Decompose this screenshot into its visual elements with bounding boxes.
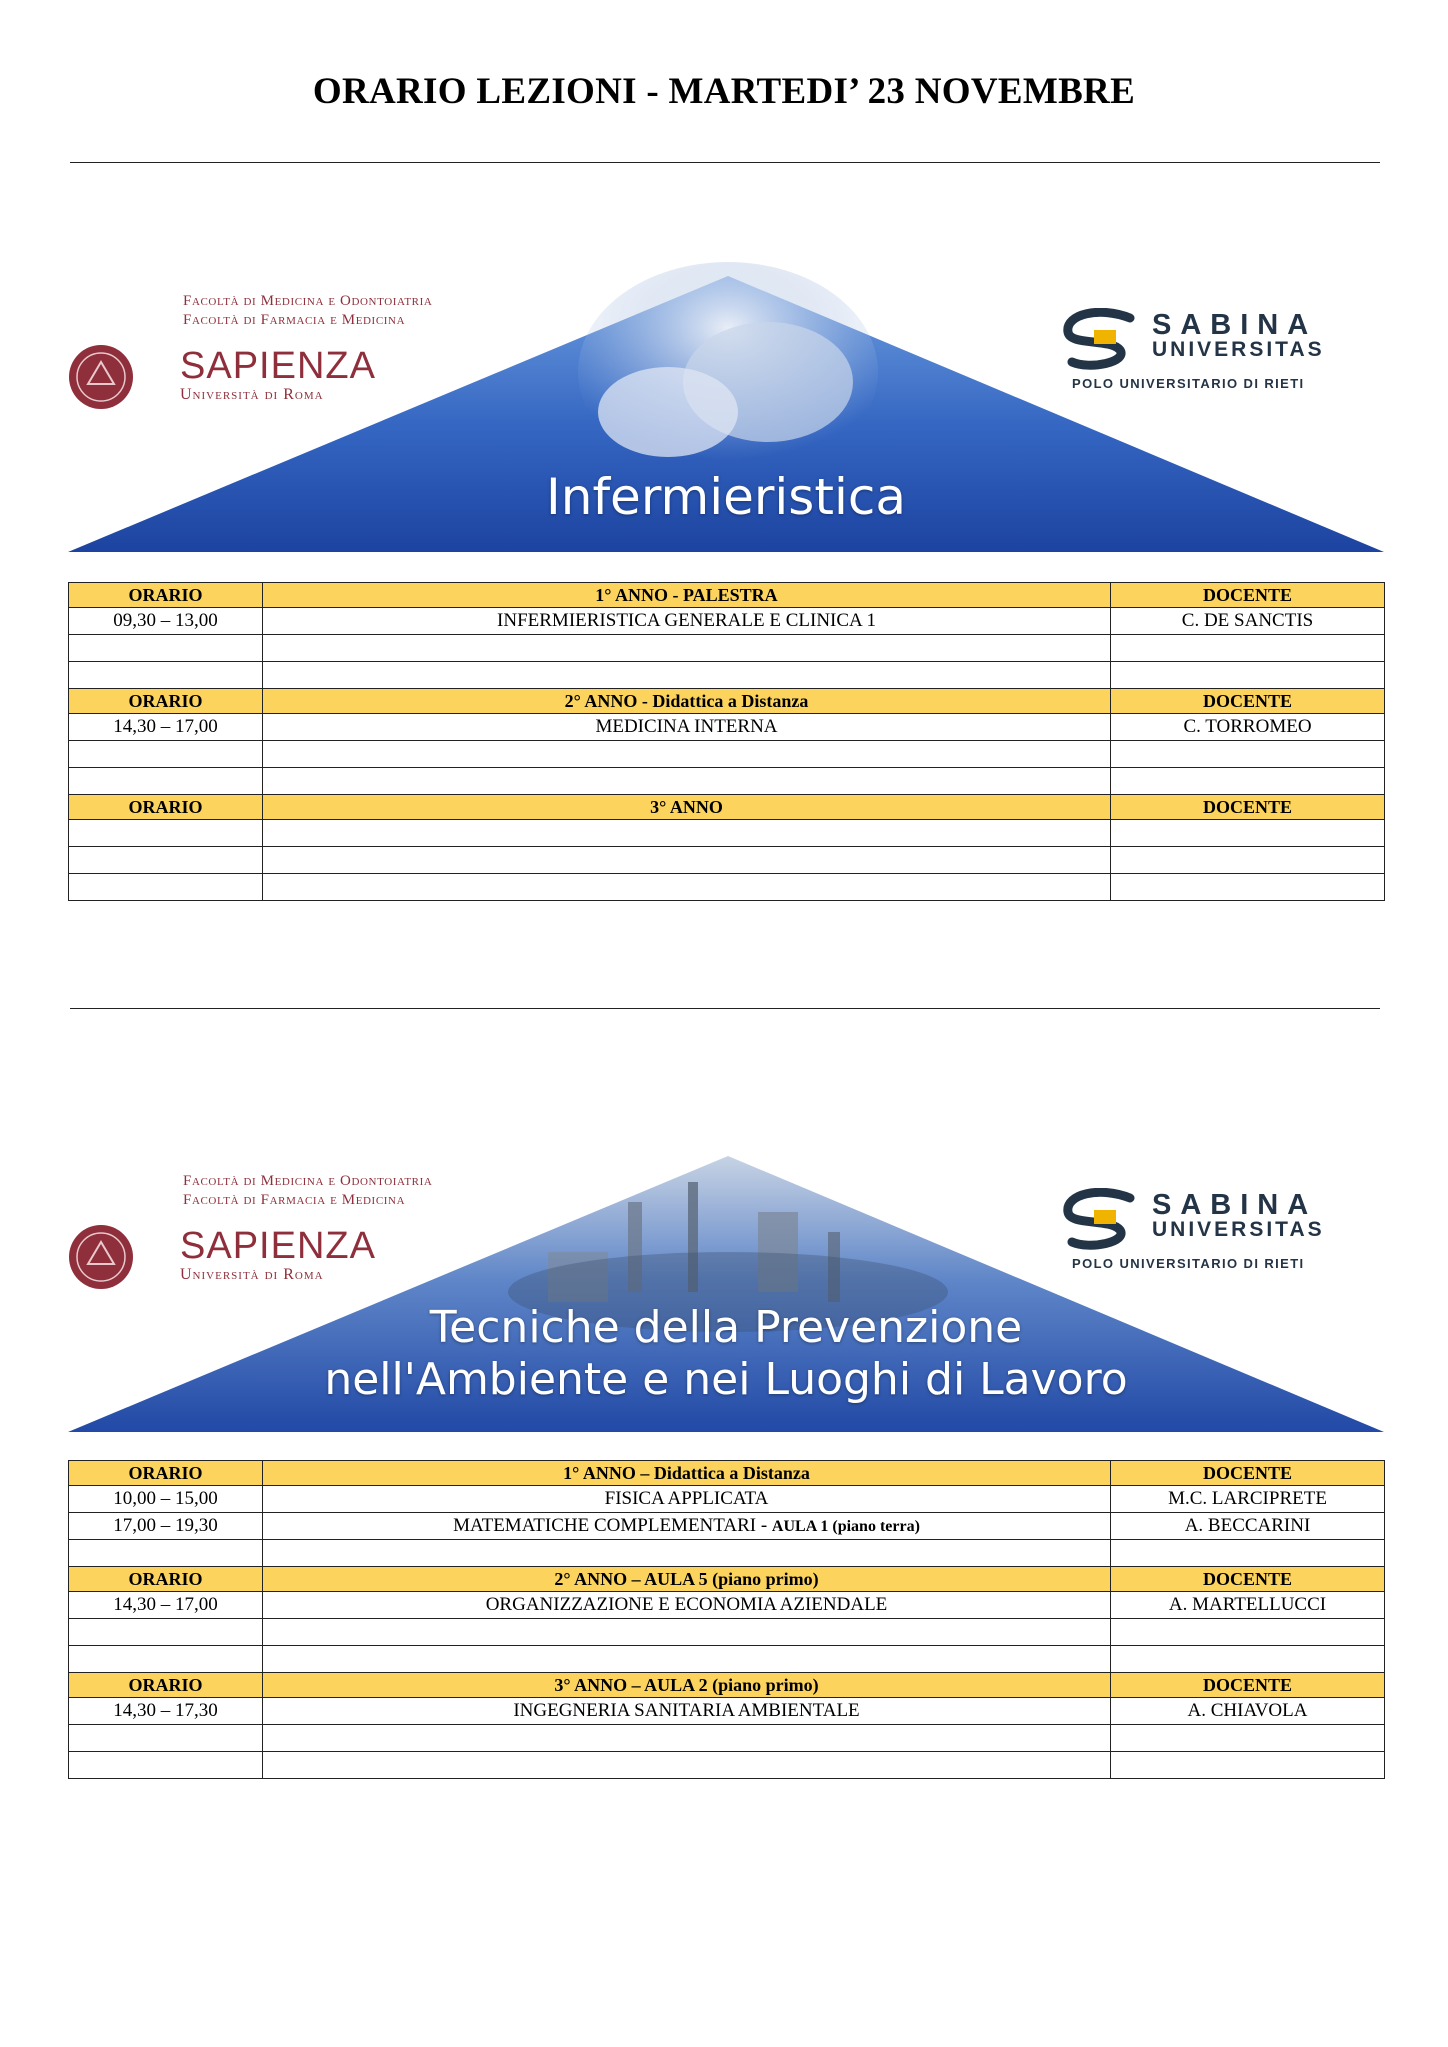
cell-time: 10,00 – 15,00 — [69, 1486, 263, 1513]
cell-time — [69, 874, 263, 901]
table-row — [69, 1646, 1385, 1673]
year-label: 3° ANNO — [263, 795, 1111, 820]
cell-teacher — [1111, 1752, 1385, 1779]
sapienza-logo — [180, 1226, 376, 1284]
cell-teacher: M.C. LARCIPRETE — [1111, 1486, 1385, 1513]
sapienza-subtitle: Università di Roma — [180, 386, 324, 403]
cell-subject — [263, 768, 1111, 795]
banner-infermieristica — [68, 262, 1384, 552]
col-orario: ORARIO — [69, 1461, 263, 1486]
table-row — [69, 608, 1385, 635]
sapienza-name: SAPIENZA — [180, 1225, 376, 1267]
table-row — [69, 1698, 1385, 1725]
table-row — [69, 662, 1385, 689]
subject-text: MEDICINA INTERNA — [595, 716, 778, 737]
cell-teacher — [1111, 1646, 1385, 1673]
sabina-name: SABINA — [1152, 309, 1318, 341]
col-orario: ORARIO — [69, 1567, 263, 1592]
sabina-polo: POLO UNIVERSITARIO DI RIETI — [1072, 376, 1305, 391]
subject-text: INGEGNERIA SANITARIA AMBIENTALE — [513, 1700, 860, 1721]
schedule-table-infermieristica — [68, 582, 1385, 901]
cell-teacher — [1111, 847, 1385, 874]
table-row — [69, 635, 1385, 662]
banner-tecniche-prevenzione — [68, 1142, 1384, 1432]
cell-subject — [263, 1725, 1111, 1752]
cell-teacher — [1111, 635, 1385, 662]
cell-teacher — [1111, 662, 1385, 689]
sapienza-subtitle: Università di Roma — [180, 1266, 324, 1283]
cell-time — [69, 1619, 263, 1646]
col-orario: ORARIO — [69, 1673, 263, 1698]
schedule-table-tecniche-prevenzione — [68, 1460, 1385, 1779]
cell-subject — [263, 714, 1111, 741]
faculty-line-1: Facoltà di Medicina e Odontoiatria — [183, 1173, 433, 1189]
cell-time — [69, 635, 263, 662]
cell-subject — [263, 874, 1111, 901]
cell-subject — [263, 1486, 1111, 1513]
cell-subject — [263, 1752, 1111, 1779]
sabina-s-logo-icon — [1060, 308, 1150, 374]
cell-teacher: A. MARTELLUCCI — [1111, 1592, 1385, 1619]
block-header — [69, 1567, 1385, 1592]
table-row — [69, 714, 1385, 741]
cell-teacher — [1111, 874, 1385, 901]
subject-text: FISICA APPLICATA — [604, 1488, 769, 1509]
col-docente: DOCENTE — [1111, 1567, 1385, 1592]
table-row — [69, 1752, 1385, 1779]
course-title-line-2: nell'Ambiente e nei Luoghi di Lavoro — [324, 1354, 1128, 1405]
cell-subject — [263, 1698, 1111, 1725]
year-label: 2° ANNO - Didattica a Distanza — [263, 689, 1111, 714]
cell-time: 17,00 – 19,30 — [69, 1513, 263, 1540]
cell-time — [69, 662, 263, 689]
cell-time — [69, 768, 263, 795]
cell-subject — [263, 1540, 1111, 1567]
cell-time — [69, 1725, 263, 1752]
col-orario: ORARIO — [69, 583, 263, 608]
cell-time — [69, 741, 263, 768]
sapienza-seal-icon — [68, 1224, 134, 1290]
middle-divider — [70, 1008, 1380, 1009]
table-row — [69, 874, 1385, 901]
cell-subject — [263, 741, 1111, 768]
year-label: 1° ANNO - PALESTRA — [263, 583, 1111, 608]
cell-teacher — [1111, 741, 1385, 768]
faculty-lines — [183, 292, 432, 330]
faculty-line-2: Facoltà di Farmacia e Medicina — [183, 312, 406, 328]
cell-time: 14,30 – 17,30 — [69, 1698, 263, 1725]
faculty-line-2: Facoltà di Farmacia e Medicina — [183, 1192, 406, 1208]
table-row — [69, 1592, 1385, 1619]
cell-teacher: C. DE SANCTIS — [1111, 608, 1385, 635]
year-label: 3° ANNO – AULA 2 (piano primo) — [263, 1673, 1111, 1698]
year-label: 2° ANNO – AULA 5 (piano primo) — [263, 1567, 1111, 1592]
cell-time: 14,30 – 17,00 — [69, 1592, 263, 1619]
cell-subject — [263, 847, 1111, 874]
cell-subject — [263, 662, 1111, 689]
cell-subject — [263, 1646, 1111, 1673]
table-row — [69, 820, 1385, 847]
table-row — [69, 1725, 1385, 1752]
sapienza-seal-icon — [68, 344, 134, 410]
block-header — [69, 795, 1385, 820]
sabina-universitas: UNIVERSITAS — [1152, 338, 1325, 361]
col-orario: ORARIO — [69, 689, 263, 714]
table-row — [69, 1619, 1385, 1646]
cell-subject — [263, 820, 1111, 847]
sapienza-name: SAPIENZA — [180, 345, 376, 387]
subject-text: MATEMATICHE COMPLEMENTARI - — [453, 1515, 772, 1536]
cell-teacher: C. TORROMEO — [1111, 714, 1385, 741]
faculty-lines — [183, 1172, 432, 1210]
col-docente: DOCENTE — [1111, 1673, 1385, 1698]
cell-time — [69, 1540, 263, 1567]
cell-time: 09,30 – 13,00 — [69, 608, 263, 635]
top-divider — [70, 162, 1380, 163]
subject-text: ORGANIZZAZIONE E ECONOMIA AZIENDALE — [485, 1594, 888, 1615]
cell-time: 14,30 – 17,00 — [69, 714, 263, 741]
block-header — [69, 689, 1385, 714]
cell-teacher — [1111, 1725, 1385, 1752]
cell-time — [69, 820, 263, 847]
cell-subject — [263, 1592, 1111, 1619]
year-label: 1° ANNO – Didattica a Distanza — [263, 1461, 1111, 1486]
sabina-logo — [1060, 308, 1360, 398]
col-docente: DOCENTE — [1111, 1461, 1385, 1486]
cell-teacher: A. CHIAVOLA — [1111, 1698, 1385, 1725]
block-header — [69, 583, 1385, 608]
course-title — [68, 1302, 1384, 1406]
subject-text: INFERMIERISTICA GENERALE E CLINICA 1 — [497, 610, 876, 631]
col-orario: ORARIO — [69, 795, 263, 820]
cell-time — [69, 1752, 263, 1779]
sabina-s-logo-icon — [1060, 1188, 1150, 1254]
cell-time — [69, 1646, 263, 1673]
course-title-line-1: Tecniche della Prevenzione — [429, 1302, 1023, 1353]
sabina-polo: POLO UNIVERSITARIO DI RIETI — [1072, 1256, 1305, 1271]
table-row — [69, 1540, 1385, 1567]
cell-teacher — [1111, 1619, 1385, 1646]
cell-subject — [263, 1513, 1111, 1540]
table-row — [69, 1486, 1385, 1513]
block-header — [69, 1461, 1385, 1486]
cell-teacher — [1111, 1540, 1385, 1567]
sabina-logo — [1060, 1188, 1360, 1278]
room-note: AULA 1 (piano terra) — [771, 1518, 920, 1535]
sabina-name: SABINA — [1152, 1189, 1318, 1221]
table-row — [69, 847, 1385, 874]
cell-teacher — [1111, 820, 1385, 847]
cell-subject — [263, 635, 1111, 662]
table-row — [69, 741, 1385, 768]
course-title: Infermieristica — [546, 468, 906, 526]
cell-subject — [263, 608, 1111, 635]
col-docente: DOCENTE — [1111, 583, 1385, 608]
cell-subject — [263, 1619, 1111, 1646]
col-docente: DOCENTE — [1111, 795, 1385, 820]
col-docente: DOCENTE — [1111, 689, 1385, 714]
sabina-universitas: UNIVERSITAS — [1152, 1218, 1325, 1241]
page-title: ORARIO LEZIONI - MARTEDI’ 23 NOVEMBRE — [312, 71, 1136, 112]
sapienza-logo — [180, 346, 376, 404]
block-header — [69, 1673, 1385, 1698]
cell-teacher — [1111, 768, 1385, 795]
cell-time — [69, 847, 263, 874]
faculty-line-1: Facoltà di Medicina e Odontoiatria — [183, 293, 433, 309]
table-row — [69, 1513, 1385, 1540]
table-row — [69, 768, 1385, 795]
cell-teacher: A. BECCARINI — [1111, 1513, 1385, 1540]
